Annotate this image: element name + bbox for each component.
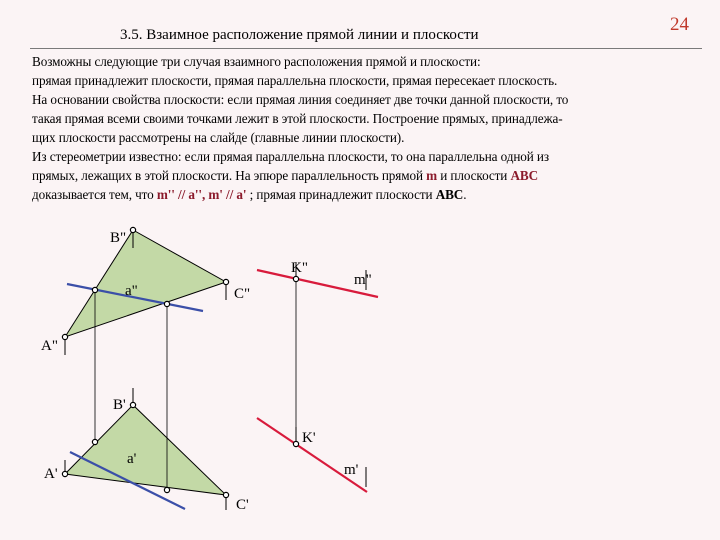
label-c-horizontal: C' xyxy=(236,497,249,513)
slide-title: 3.5. Взаимное расположение прямой линии и плоскости xyxy=(120,27,479,43)
body-line: Возможны следующие три случая взаимного расположения прямой и плоскости: xyxy=(32,54,481,69)
body-text-fragment: . xyxy=(463,187,467,202)
triangle-horizontal-projection xyxy=(65,405,226,495)
plane-abc-name: ABC xyxy=(510,168,539,183)
point-a-line-start-horizontal xyxy=(92,439,97,444)
label-b-frontal: B" xyxy=(110,230,127,246)
label-k-horizontal: K' xyxy=(302,430,316,446)
body-text-fragment: и плоскости xyxy=(437,168,511,183)
point-a-horizontal xyxy=(62,471,67,476)
parallel-formula: m'' // a'', m' // a' xyxy=(156,187,247,202)
point-b-horizontal xyxy=(130,402,135,407)
label-a-horizontal: A' xyxy=(44,466,58,482)
label-a-frontal: A" xyxy=(41,338,58,354)
point-a-line-end-horizontal xyxy=(164,487,169,492)
point-k-frontal xyxy=(293,276,298,281)
body-text-fragment: доказывается тем, что xyxy=(32,187,157,202)
line-m-name: m xyxy=(426,168,438,183)
body-text-fragment: прямых, лежащих в этой плоскости. На эпюре параллельность прямой xyxy=(32,168,427,183)
body-line: щих плоскости рассмотрены на слайде (главные линии плоскости). xyxy=(32,130,405,145)
label-a-line-frontal: a" xyxy=(125,283,138,299)
point-a-line-start-frontal xyxy=(92,287,97,292)
point-a-line-end-frontal xyxy=(164,301,169,306)
label-m-frontal: m" xyxy=(354,272,372,288)
triangle-frontal-projection xyxy=(65,230,226,337)
plane-abc-name: ABC xyxy=(435,187,464,202)
point-k-horizontal xyxy=(293,441,298,446)
label-a-line-horizontal: a' xyxy=(127,451,137,467)
point-b-frontal xyxy=(130,227,135,232)
label-c-frontal: C" xyxy=(234,286,251,302)
body-text-fragment: ; прямая принадлежит плоскости xyxy=(246,187,436,202)
body-line: На основании свойства плоскости: если прямая линия соединяет две точки данной плоскости, то xyxy=(32,92,569,107)
point-c-horizontal xyxy=(223,492,228,497)
body-line: Из стереометрии известно: если прямая параллельна плоскости, то она параллельна одной из xyxy=(32,149,550,164)
page-number: 24 xyxy=(670,14,689,35)
point-c-frontal xyxy=(223,279,228,284)
body-line: такая прямая всеми своими точками лежит в этой плоскости. Построение прямых, принадлежа- xyxy=(32,111,563,126)
label-k-frontal: K" xyxy=(291,260,308,276)
body-line: прямая принадлежит плоскости, прямая параллельна плоскости, прямая пересекает плоскость. xyxy=(32,73,558,88)
label-b-horizontal: B' xyxy=(113,397,126,413)
point-a-frontal xyxy=(62,334,67,339)
label-m-horizontal: m' xyxy=(344,462,359,478)
